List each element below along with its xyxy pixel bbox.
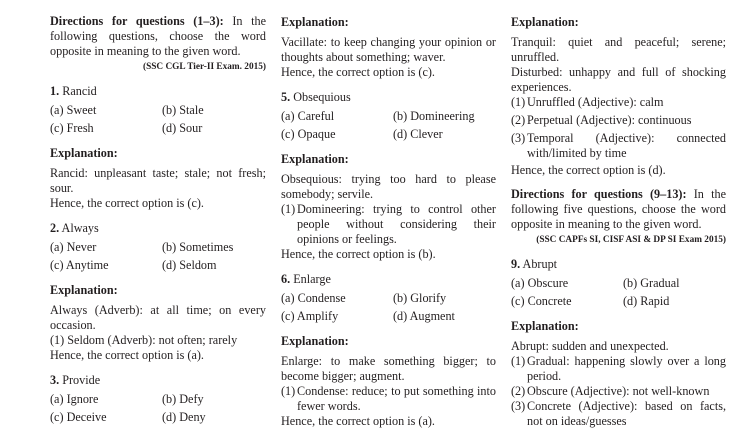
explanation-item: (3) Concrete (Adjective): based on facts, not on ideas/guesses bbox=[511, 399, 726, 428]
explanation-text: Enlarge: to make something bigger; to become bigger; augment. bbox=[281, 354, 496, 383]
option: (c) Deceive bbox=[50, 410, 107, 424]
directions-9-13: Directions for questions (9–13): In the following five questions, choose the word opposite in meaning to the given word. bbox=[511, 187, 727, 231]
question-5-options bbox=[281, 108, 496, 142]
question-1-options bbox=[50, 102, 266, 136]
explanation-heading: Explanation: bbox=[50, 283, 118, 297]
option: (a) Ignore bbox=[50, 392, 99, 406]
explanation-item: (2) Perpetual (Adjective): continuous bbox=[511, 113, 692, 127]
question-5: 5. Obsequious bbox=[281, 90, 351, 104]
column-2 bbox=[281, 14, 496, 429]
explanation-heading: Explanation: bbox=[511, 15, 579, 29]
option: (d) Seldom bbox=[162, 258, 217, 272]
question-6: 6. Enlarge bbox=[281, 272, 331, 286]
option: (a) Sweet bbox=[50, 103, 97, 117]
explanation-text: Vacillate: to keep changing your opinion or thoughts about something; waver. bbox=[281, 35, 496, 64]
question-3-options bbox=[50, 391, 266, 425]
question-6-options bbox=[281, 290, 496, 324]
option: (a) Condense bbox=[281, 291, 346, 305]
option: (b) Glorify bbox=[393, 291, 447, 305]
exam-source: (SSC CGL Tier-II Exam. 2015) bbox=[142, 62, 266, 72]
answer-line: Hence, the correct option is (b). bbox=[281, 247, 436, 261]
option: (b) Sometimes bbox=[162, 240, 234, 254]
explanation-heading: Explanation: bbox=[281, 15, 349, 29]
explanation-text: Disturbed: unhappy and full of shocking experiences. bbox=[511, 65, 726, 94]
option: (d) Deny bbox=[162, 410, 206, 424]
option: (b) Gradual bbox=[623, 276, 680, 290]
question-1: 1. Rancid bbox=[50, 84, 97, 98]
answer-line: Hence, the correct option is (a). bbox=[281, 414, 435, 428]
answer-line: Hence, the correct option is (a). bbox=[50, 348, 204, 362]
question-9: 9. Abrupt bbox=[511, 257, 558, 271]
column-1 bbox=[50, 14, 266, 425]
explanation-heading: Explanation: bbox=[50, 146, 118, 160]
question-2-options bbox=[50, 239, 266, 273]
option: (d) Clever bbox=[393, 127, 443, 141]
answer-line: Hence, the correct option is (c). bbox=[281, 65, 435, 79]
explanation-text: Always (Adverb): at all time; on every occasion. bbox=[50, 303, 266, 332]
answer-line: Hence, the correct option is (c). bbox=[50, 196, 204, 210]
explanation-text: Rancid: unpleasant taste; stale; not fresh; sour. bbox=[50, 166, 266, 195]
option: (c) Opaque bbox=[281, 127, 336, 141]
question-2: 2. Always bbox=[50, 221, 99, 235]
explanation-heading: Explanation: bbox=[281, 152, 349, 166]
question-9-options bbox=[511, 275, 726, 309]
explanation-item: (3) Temporal (Adjective): connected with/limited by time bbox=[511, 131, 726, 160]
explanation-item: (1) Gradual: happening slowly over a long period. bbox=[511, 354, 726, 383]
explanation-text: Abrupt: sudden and unexpected. bbox=[511, 339, 669, 353]
option: (b) Defy bbox=[162, 392, 204, 406]
option: (c) Anytime bbox=[50, 258, 109, 272]
explanation-text: Tranquil: quiet and peaceful; serene; unruffled. bbox=[511, 35, 726, 64]
explanation-item: (1) Seldom (Adverb): not often; rarely bbox=[50, 333, 238, 347]
directions-1-3: Directions for questions (1–3): In the following questions, choose the word opposite in meaning to the given word. bbox=[50, 14, 266, 58]
explanation-item: (1) Domineering: trying to control other people without considering their opinions or feelings. bbox=[281, 202, 496, 246]
question-3: 3. Provide bbox=[50, 373, 101, 387]
explanation-heading: Explanation: bbox=[511, 319, 579, 333]
explanation-heading: Explanation: bbox=[281, 334, 349, 348]
exam-source: (SSC CAPFs SI, CISF ASI & DP SI Exam 2015) bbox=[536, 235, 726, 245]
option: (c) Concrete bbox=[511, 294, 572, 308]
column-3 bbox=[511, 14, 726, 429]
option: (b) Stale bbox=[162, 103, 204, 117]
explanation-text: Obsequious: trying too hard to please somebody; servile. bbox=[281, 172, 496, 201]
option: (d) Sour bbox=[162, 121, 203, 135]
option: (c) Amplify bbox=[281, 309, 339, 323]
explanation-item: (1) Unruffled (Adjective): calm bbox=[511, 95, 664, 109]
explanation-item: (2) Obscure (Adjective): not well-known bbox=[511, 384, 710, 398]
explanation-item: (1) Condense: reduce; to put something into fewer words. bbox=[281, 384, 496, 413]
answer-line: Hence, the correct option is (d). bbox=[511, 163, 666, 177]
option: (a) Obscure bbox=[511, 276, 569, 290]
option: (d) Augment bbox=[393, 309, 455, 323]
option: (d) Rapid bbox=[623, 294, 670, 308]
option: (a) Never bbox=[50, 240, 97, 254]
option: (c) Fresh bbox=[50, 121, 94, 135]
option: (b) Domineering bbox=[393, 109, 475, 123]
option: (a) Careful bbox=[281, 109, 335, 123]
